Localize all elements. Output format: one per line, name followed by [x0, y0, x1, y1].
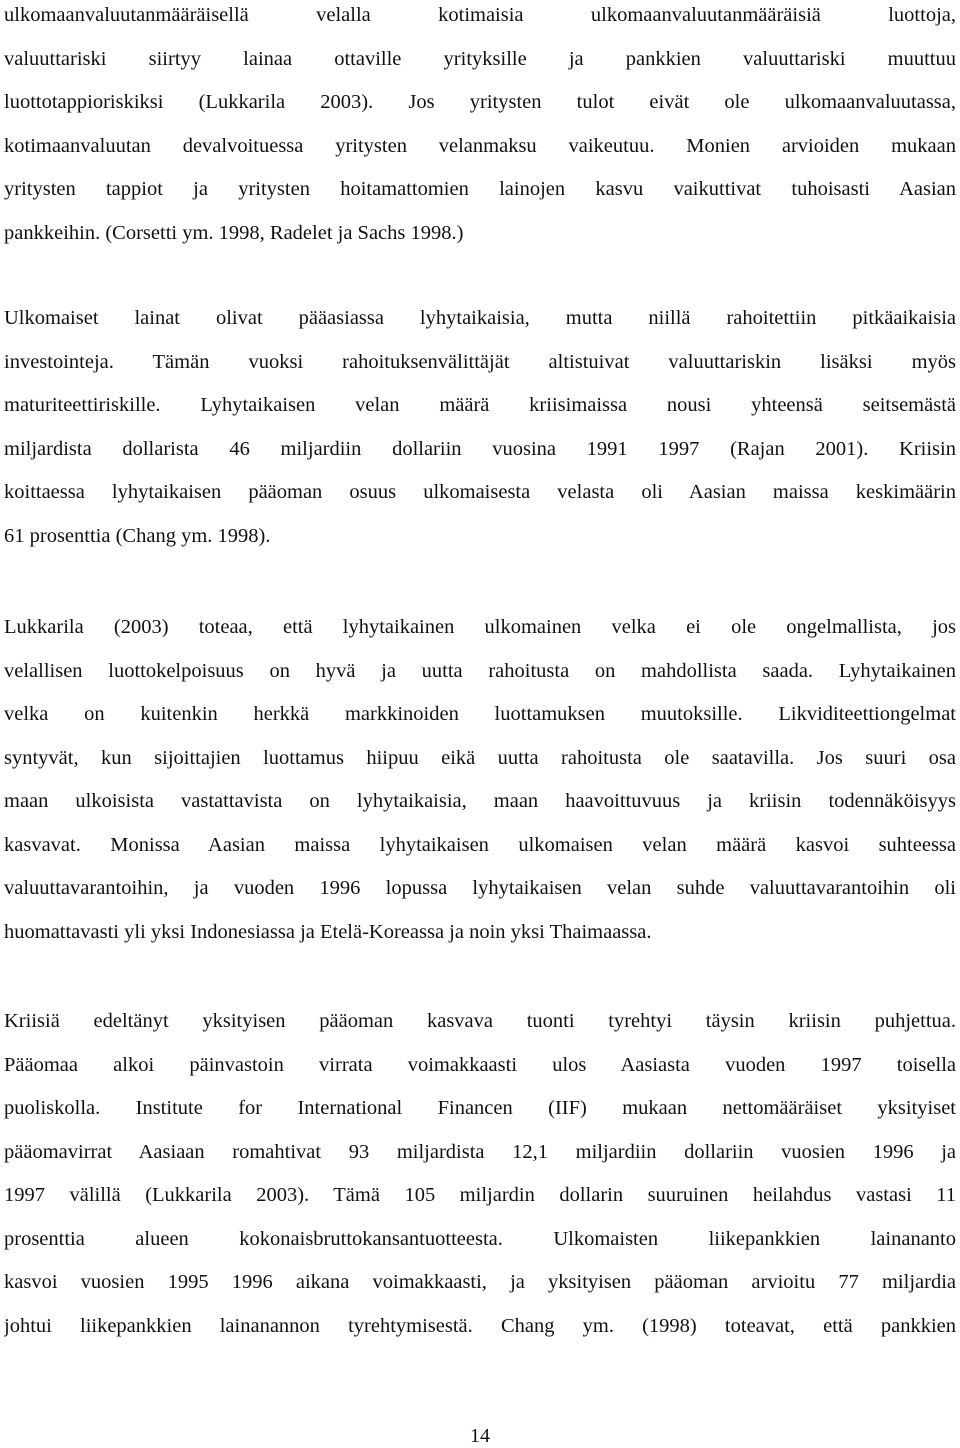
text-line: johtui liikepankkien lainanannon tyrehtymisestä. Chang ym. (1998) toteavat, että pankkien [4, 1314, 956, 1337]
text-line: ulkomaanvaluutanmääräisellä velalla kotimaisia ulkomaanvaluutanmääräisiä luottoja, [4, 4, 956, 26]
text-line: puoliskolla. Institute for International Financen (IIF) mukaan nettomääräiset yksityiset [4, 1097, 956, 1119]
text-line: kasvoi vuosien 1995 1996 aikana voimakkaasti, ja yksityisen pääoman arvioitu 77 miljardia [4, 1271, 956, 1293]
text-line: valuuttariski siirtyy lainaa ottaville yrityksille ja pankkien valuuttariski muuttuu [4, 47, 956, 70]
text-line: valuuttavarantoihin, ja vuoden 1996 lopussa lyhytaikaisen velan suhde valuuttavarantoihin oli [4, 877, 956, 899]
text-line: yritysten tappiot ja yritysten hoitamattomien lainojen kasvu vaikuttivat tuhoisasti Aasian [4, 178, 956, 200]
text-line: Lukkarila (2003) toteaa, että lyhytaikainen ulkomainen velka ei ole ongelmallista, jos [4, 616, 956, 638]
page-number: 14 [470, 1425, 490, 1447]
text-line: Kriisiä edeltänyt yksityisen pääoman kasvava tuonti tyrehtyi täysin kriisin puhjettua. [4, 1010, 956, 1032]
paragraph-2 [4, 297, 956, 558]
text-line: maturiteettiriskille. Lyhytaikaisen velan määrä kriisimaissa nousi yhteensä seitsemästä [4, 394, 956, 416]
paragraph-3 [4, 606, 956, 954]
text-line: huomattavasti yli yksi Indonesiassa ja Etelä-Koreassa ja noin yksi Thaimaassa. [4, 920, 652, 943]
text-line: kotimaanvaluutan devalvoituessa yritysten velanmaksu vaikeutuu. Monien arvioiden mukaan [4, 134, 956, 157]
text-line: 1997 välillä (Lukkarila 2003). Tämä 105 miljardin dollarin suuruinen heilahdus vastasi 11 [4, 1184, 956, 1206]
text-line: investointeja. Tämän vuoksi rahoituksenvälittäjät altistuivat valuuttariskin lisäksi myös [4, 350, 956, 373]
text-line: pankkeihin. (Corsetti ym. 1998, Radelet ja Sachs 1998.) [4, 221, 464, 244]
text-line: maan ulkoisista vastattavista on lyhytaikaisia, maan haavoittuvuus ja kriisin todennäköisyys [4, 790, 956, 812]
text-line: velallisen luottokelpoisuus on hyvä ja uutta rahoitusta on mahdollista saada. Lyhytaikainen [4, 659, 956, 682]
text-line: Ulkomaiset lainat olivat pääasiassa lyhytaikaisia, mutta niillä rahoitettiin pitkäaikaisia [4, 307, 956, 329]
text-line: koittaessa lyhytaikaisen pääoman osuus ulkomaisesta velasta oli Aasian maissa keskimäärin [4, 481, 956, 503]
text-line: Pääomaa alkoi päinvastoin virrata voimakkaasti ulos Aasiasta vuoden 1997 toisella [4, 1053, 956, 1076]
paragraph-4 [4, 1000, 956, 1348]
text-line: 61 prosenttia (Chang ym. 1998). [4, 524, 271, 547]
text-line: pääomavirrat Aasiaan romahtivat 93 miljardista 12,1 miljardiin dollariin vuosien 1996 ja [4, 1140, 956, 1163]
text-line: prosenttia alueen kokonaisbruttokansantuotteesta. Ulkomaisten liikepankkien lainananto [4, 1227, 956, 1250]
text-line: kasvavat. Monissa Aasian maissa lyhytaikaisen ulkomaisen velan määrä kasvoi suhteessa [4, 833, 956, 856]
paragraph-1 [4, 0, 956, 255]
text-line: syntyvät, kun sijoittajien luottamus hiipuu eikä uutta rahoitusta ole saatavilla. Jos suuri osa [4, 746, 956, 769]
text-line: velka on kuitenkin herkkä markkinoiden luottamuksen muutoksille. Likviditeettiongelmat [4, 703, 956, 725]
text-line: miljardista dollarista 46 miljardiin dollariin vuosina 1991 1997 (Rajan 2001). Kriisin [4, 437, 956, 460]
text-line: luottotappioriskiksi (Lukkarila 2003). Jos yritysten tulot eivät ole ulkomaanvaluutassa, [4, 91, 956, 113]
